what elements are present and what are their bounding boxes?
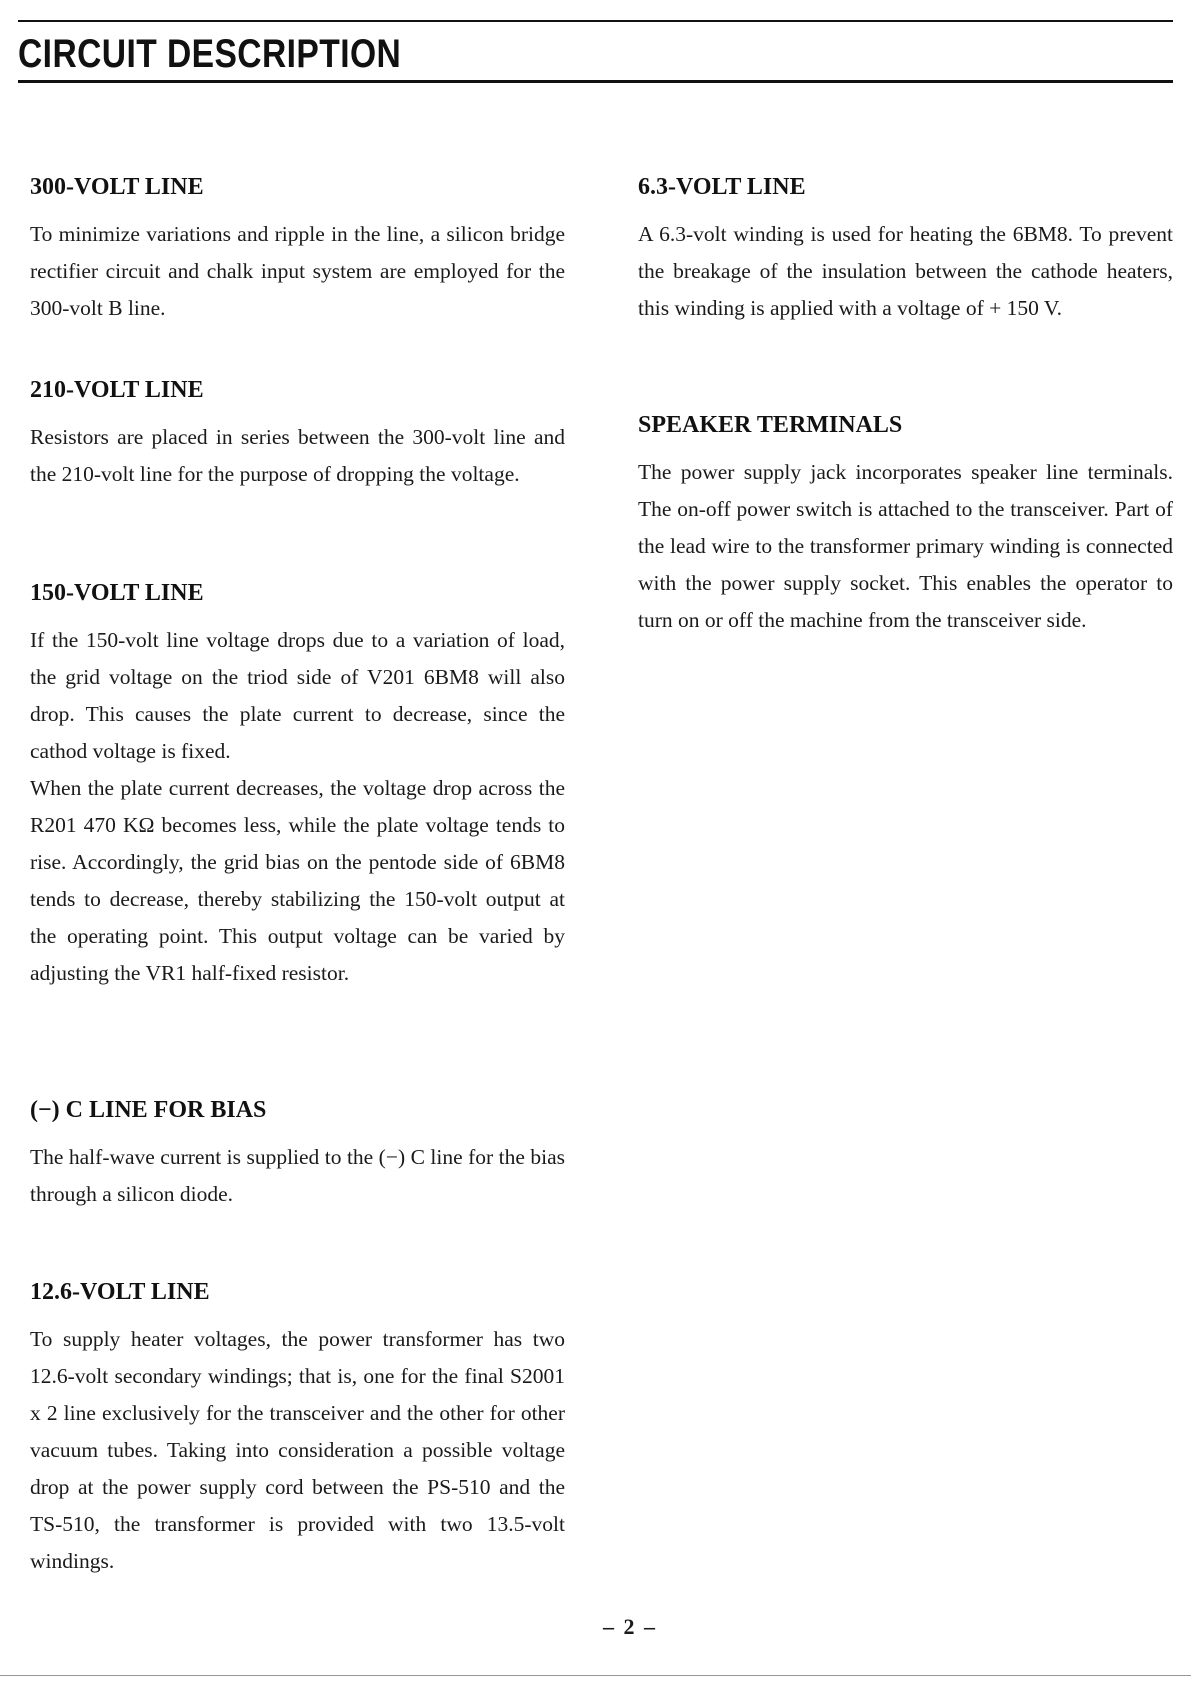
section-heading: SPEAKER TERMINALS	[638, 412, 903, 438]
section-heading: 150-VOLT LINE	[30, 580, 204, 606]
section-150-volt-line	[30, 578, 565, 992]
section-speaker-terminals	[638, 410, 1173, 639]
section-heading: 6.3-VOLT LINE	[638, 174, 806, 200]
section-heading: 300-VOLT LINE	[30, 174, 204, 200]
bottom-rule	[0, 1675, 1191, 1676]
section-body: Resistors are placed in series between the 300-volt line and the 210-volt line for the purpose of dropping the voltage.	[30, 425, 565, 486]
section-body: The half-wave current is supplied to the (−) C line for the bias through a silicon diode.	[30, 1145, 565, 1206]
section-body: To minimize variations and ripple in the line, a silicon bridge rectifier circuit and chalk input system are employed for the 300-volt B line.	[30, 222, 565, 320]
section-body: To supply heater voltages, the power transformer has two 12.6-volt secondary windings; that is, one for the final S2001 x 2 line exclusively for the transceiver and the other for other vacuum tubes. Taking into consideration a possible voltage drop at the power supply cord between the PS-510 and the TS-510, the transformer is provided with two 13.5-volt windings.	[30, 1327, 565, 1573]
section-12-6-volt-line	[30, 1277, 565, 1580]
top-rule	[18, 20, 1173, 22]
section-300-volt-line	[30, 172, 565, 327]
title-rule	[18, 80, 1173, 83]
section-heading: 12.6-VOLT LINE	[30, 1279, 210, 1305]
page-number: – 2 –	[603, 1614, 657, 1639]
section-body: If the 150-volt line voltage drops due to a variation of load, the grid voltage on the triod side of V201 6BM8 will also drop. This causes the plate current to decrease, since the cathod voltage is fixed.	[30, 628, 565, 763]
section-body: The power supply jack incorporates speaker line terminals. The on-off power switch is attached to the transceiver. Part of the lead wire to the transformer primary winding is connected with the power supply socket. This enables the operator to turn on or off the machine from the transceiver side.	[638, 460, 1173, 632]
section-heading: (−) C LINE FOR BIAS	[30, 1097, 267, 1123]
section-body-continued: When the plate current decreases, the voltage drop across the R201 470 KΩ becomes less, while the plate voltage tends to rise. Accordingly, the grid bias on the pentode side of 6BM8 tends to decrease, thereby stabilizing the 150-volt output at the operating point. This output voltage can be varied by adjusting the VR1 half-fixed resistor.	[30, 776, 565, 985]
section-6-3-volt-line	[638, 172, 1173, 327]
section-body: A 6.3-volt winding is used for heating the 6BM8. To prevent the breakage of the insulation between the cathode heaters, this winding is applied with a voltage of + 150 V.	[638, 222, 1173, 320]
page-title: CIRCUIT DESCRIPTION	[18, 32, 402, 76]
section-heading: 210-VOLT LINE	[30, 377, 204, 403]
section-210-volt-line	[30, 375, 565, 493]
section-c-line-for-bias	[30, 1095, 565, 1213]
